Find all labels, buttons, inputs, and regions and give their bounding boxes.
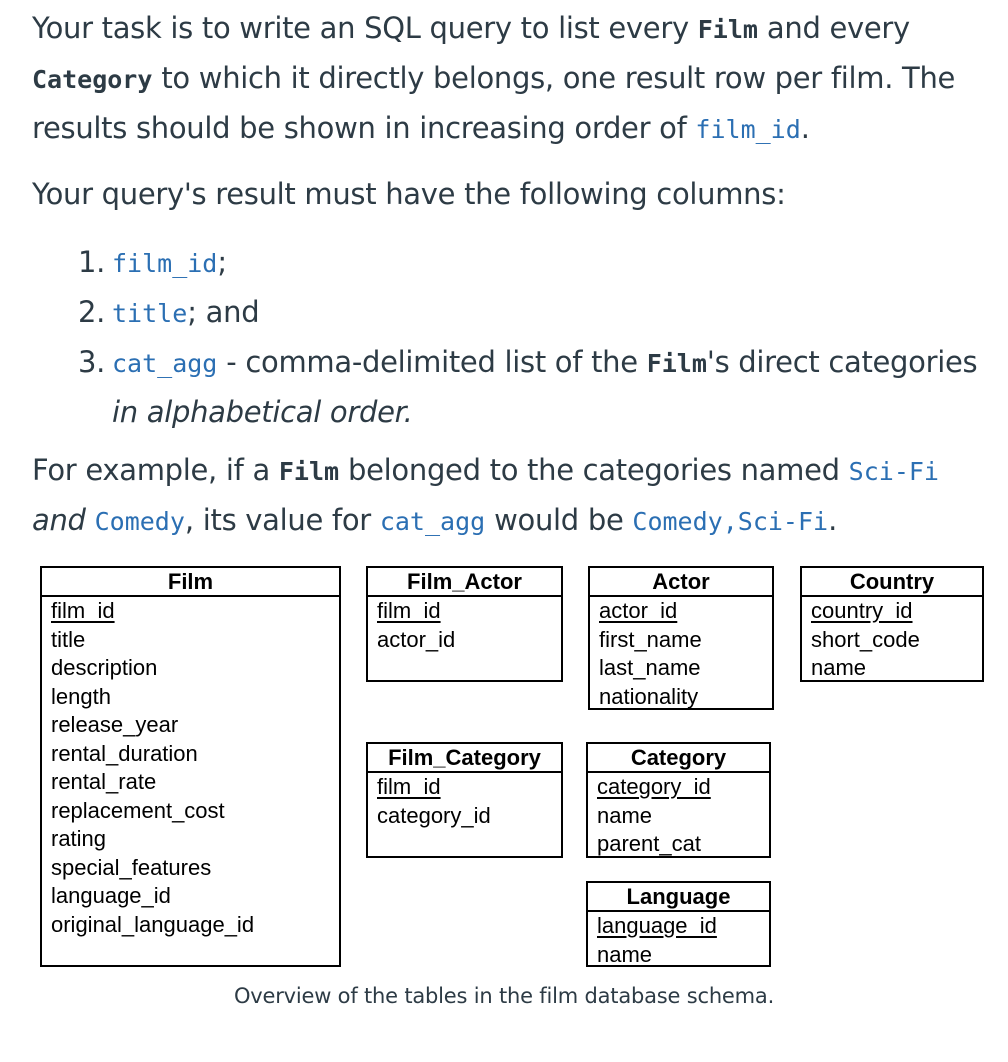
table-field: name xyxy=(597,802,653,828)
table-field: name xyxy=(811,655,867,680)
columns-list xyxy=(78,238,988,436)
list-number: 1. xyxy=(78,245,106,279)
list-number: 2. xyxy=(78,295,106,329)
table-header: Actor xyxy=(590,568,772,597)
table-field: last_name xyxy=(599,655,701,680)
text: belonged to the categories named xyxy=(339,453,849,487)
table-field: original_language_id xyxy=(51,911,255,937)
table-field: length xyxy=(51,683,111,709)
table-header: Film_Actor xyxy=(368,568,561,597)
code-film: Film xyxy=(697,15,758,44)
table-field: parent_cat xyxy=(597,831,701,856)
text: 's direct categories xyxy=(706,345,978,379)
code-sci-fi: Sci-Fi xyxy=(848,457,939,486)
table-fields xyxy=(368,773,561,830)
table-film xyxy=(40,566,341,967)
table-header: Language xyxy=(588,883,769,912)
code-film-id: film_id xyxy=(695,115,801,144)
table-film-actor xyxy=(366,566,563,682)
table-field: first_name xyxy=(599,626,702,652)
text: ; and xyxy=(187,295,260,329)
text: For example, if a xyxy=(32,453,279,487)
text: ; xyxy=(217,245,227,279)
table-country xyxy=(800,566,984,682)
primary-key-field: film_id xyxy=(51,598,115,623)
text: Your task is to write an SQL query to list every xyxy=(32,11,698,45)
text: would be xyxy=(485,503,633,537)
list-item xyxy=(78,238,988,288)
table-fields xyxy=(588,773,769,859)
table-field: language_id xyxy=(51,883,171,908)
table-field: description xyxy=(51,655,158,680)
primary-key-field: actor_id xyxy=(599,598,678,623)
table-header: Category xyxy=(588,744,769,773)
task-paragraph xyxy=(32,4,992,154)
table-field: rental_duration xyxy=(51,740,198,766)
table-field: short_code xyxy=(811,626,920,652)
table-fields xyxy=(368,597,561,654)
list-number: 3. xyxy=(78,345,106,379)
table-field: rating xyxy=(51,826,107,851)
text: to which it directly belongs, one result row per film. The results should be shown in increasing order of xyxy=(32,61,956,145)
code-result: Comedy,Sci-Fi xyxy=(632,507,829,536)
table-fields xyxy=(802,597,982,683)
code-title: title xyxy=(112,299,188,328)
table-field: release_year xyxy=(51,712,179,737)
list-item xyxy=(78,288,988,338)
table-field: replacement_cost xyxy=(51,797,225,823)
text: - comma-delimited list of the xyxy=(217,345,647,379)
table-film-category xyxy=(366,742,563,858)
primary-key-field: film_id xyxy=(377,774,441,799)
text: . xyxy=(828,503,837,537)
example-paragraph xyxy=(32,446,992,546)
table-field: title xyxy=(51,626,86,652)
code-comedy: Comedy xyxy=(94,507,185,536)
table-fields xyxy=(588,912,769,969)
italic-text: in alphabetical order. xyxy=(112,395,413,429)
code-film: Film xyxy=(646,349,707,378)
table-field: name xyxy=(597,941,653,967)
text: , its value for xyxy=(184,503,380,537)
table-field: rental_rate xyxy=(51,769,157,794)
table-field: category_id xyxy=(377,802,491,828)
table-actor xyxy=(588,566,774,710)
code-film: Film xyxy=(278,457,340,486)
table-fields xyxy=(42,597,339,939)
table-header: Film_Category xyxy=(368,744,561,773)
text: . xyxy=(800,111,810,145)
table-field: actor_id xyxy=(377,626,456,652)
code-cat-agg: cat_agg xyxy=(379,507,486,536)
primary-key-field: film_id xyxy=(377,598,441,623)
list-item xyxy=(78,338,988,436)
table-field: nationality xyxy=(599,683,699,709)
figure-caption: Overview of the tables in the film database schema. xyxy=(233,984,775,1008)
table-category xyxy=(586,742,771,858)
text: and every xyxy=(757,11,910,45)
table-language xyxy=(586,881,771,967)
table-field: special_features xyxy=(51,854,212,880)
primary-key-field: category_id xyxy=(597,774,711,799)
columns-intro: Your query's result must have the following columns: xyxy=(32,177,786,211)
code-category: Category xyxy=(32,65,153,94)
code-film-id: film_id xyxy=(112,249,218,278)
primary-key-field: country_id xyxy=(811,598,913,623)
table-header: Film xyxy=(42,568,339,597)
italic-text: and xyxy=(32,503,86,537)
table-fields xyxy=(590,597,772,711)
code-cat-agg: cat_agg xyxy=(112,349,218,378)
primary-key-field: language_id xyxy=(597,913,717,938)
table-header: Country xyxy=(802,568,982,597)
